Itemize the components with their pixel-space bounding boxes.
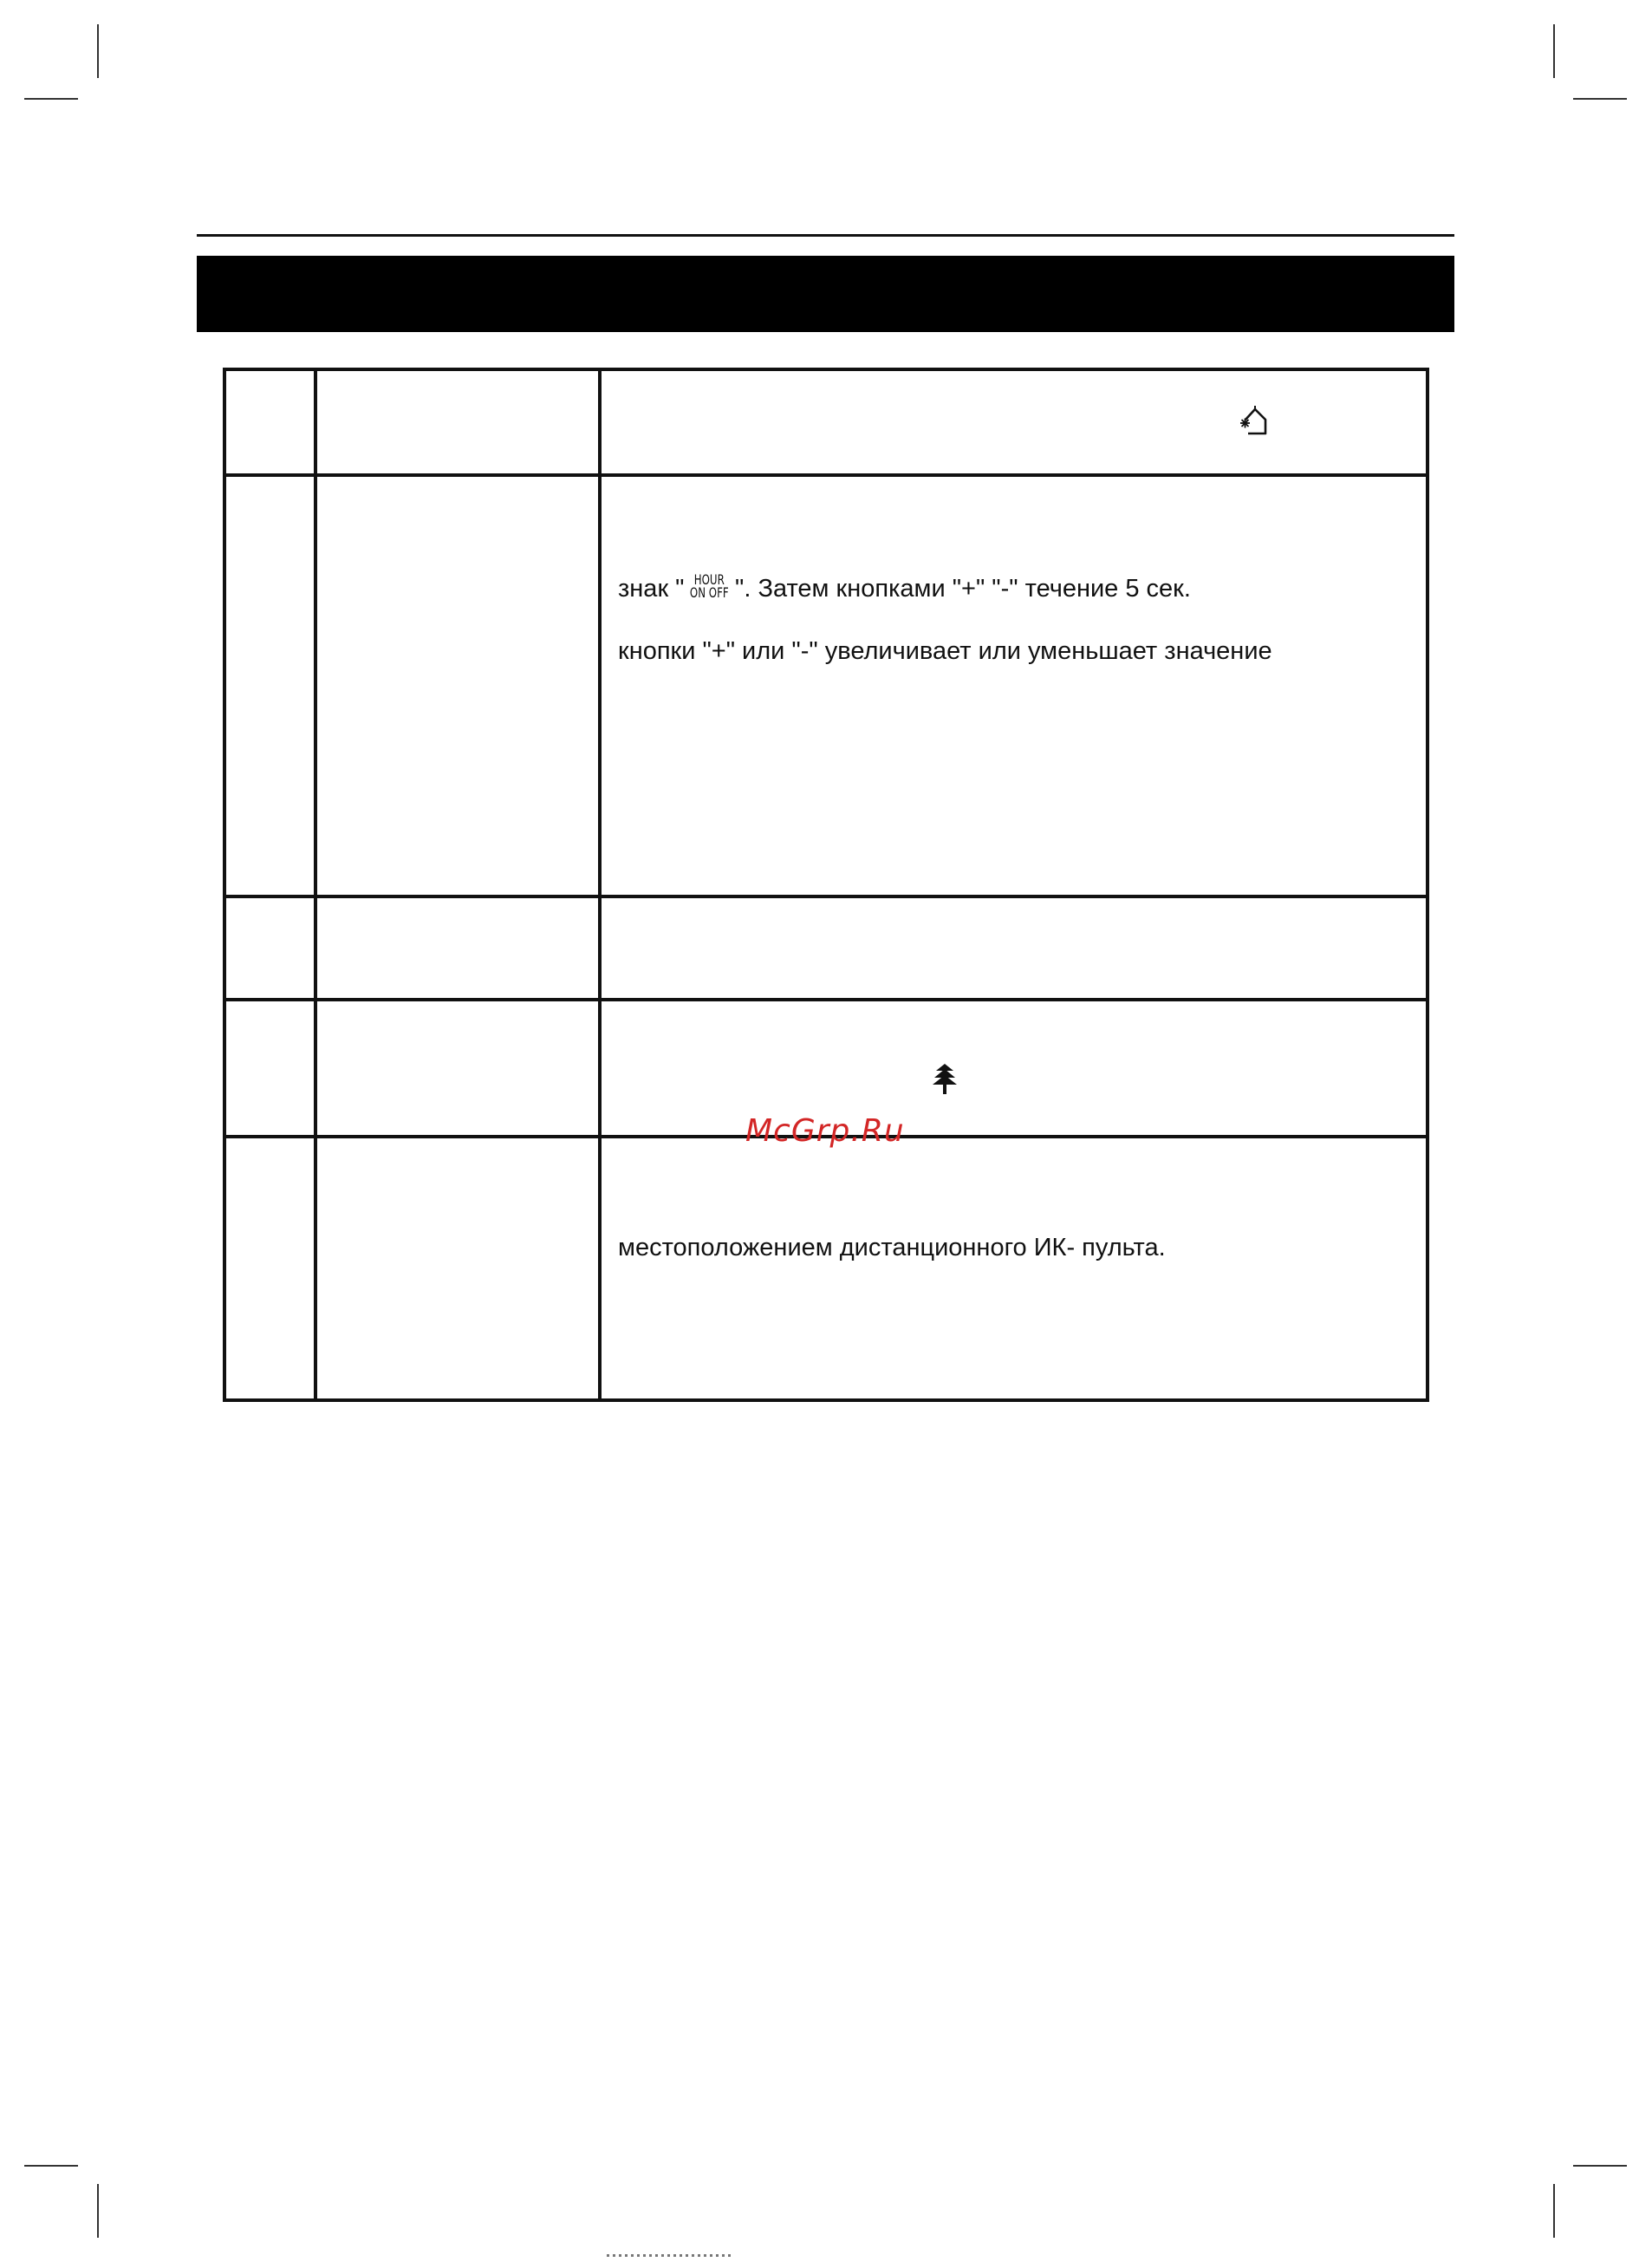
crop-mark-top-right-vertical: [1553, 24, 1555, 78]
table-column-divider-1: [314, 368, 317, 1402]
row2-line1-suffix: ". Затем кнопками "+" "-" течение 5 сек.: [735, 575, 1191, 603]
crop-mark-bottom-right-vertical: [1553, 2184, 1555, 2238]
top-rule: [197, 234, 1454, 237]
row5-text-line-1: местоположением дистанционного ИК- пульта.: [618, 1234, 1166, 1261]
tree-icon: [930, 1062, 959, 1095]
hour-on-off-label: [690, 571, 730, 602]
crop-mark-top-left-horizontal: [24, 98, 78, 100]
crop-mark-top-left-vertical: [97, 24, 99, 78]
crop-mark-bottom-right-horizontal: [1573, 2165, 1627, 2167]
table-column-divider-2: [598, 368, 602, 1402]
section-header-band: [197, 256, 1454, 332]
table-row-divider-1: [223, 473, 1429, 477]
watermark: McGrp.Ru: [745, 1113, 905, 1149]
row2-text-line-1: [618, 571, 1191, 603]
house-fan-icon: [1239, 405, 1270, 436]
table-row-divider-3: [223, 998, 1429, 1001]
crop-mark-bottom-left-vertical: [97, 2184, 99, 2238]
row2-text-line-2: кнопки "+" или "-" увеличивает или уменьшает значение: [618, 637, 1272, 665]
row2-line1-prefix: знак ": [618, 575, 685, 603]
bottom-edge-speckle: [607, 2254, 732, 2257]
table-row-divider-2: [223, 895, 1429, 898]
on-off-label: ON OFF: [690, 584, 730, 602]
crop-mark-top-right-horizontal: [1573, 98, 1627, 100]
crop-mark-bottom-left-horizontal: [24, 2165, 78, 2167]
hour-label: HOUR: [694, 571, 725, 589]
